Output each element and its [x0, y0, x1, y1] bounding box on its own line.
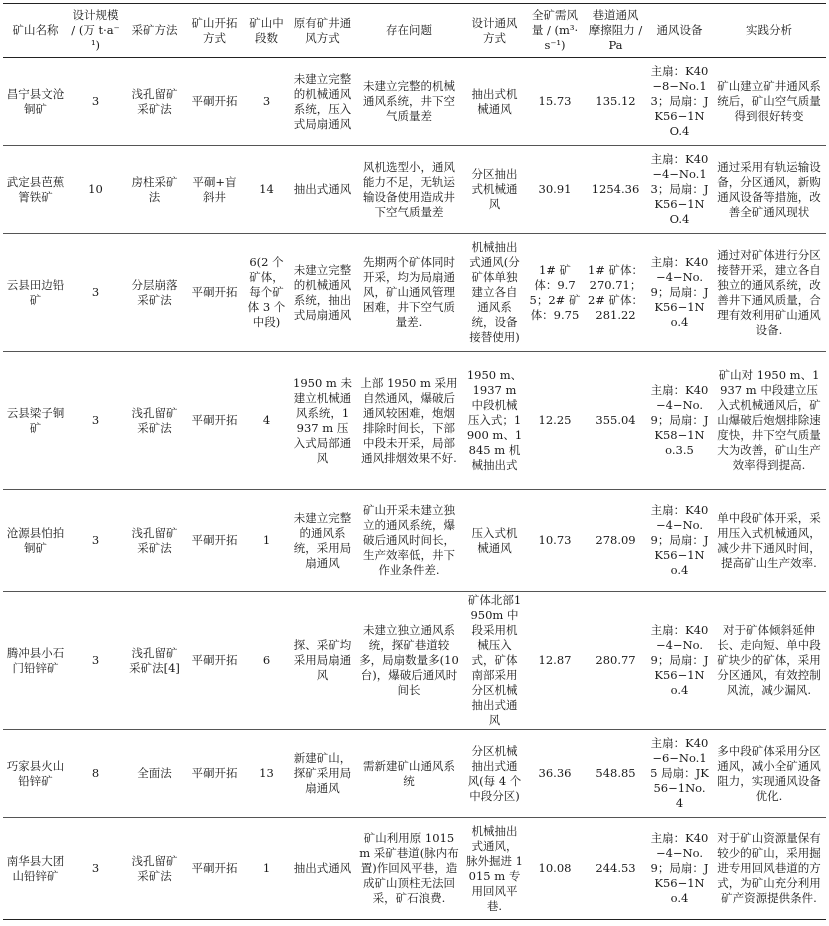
cell-friction-resistance: 244.53 [584, 818, 647, 920]
cell-mining-method: 浅孔留矿采矿法 [123, 58, 186, 146]
cell-air-demand: 15.73 [526, 58, 584, 146]
table-row [3, 818, 826, 920]
cell-level-count: 6(2 个矿体，每个矿体 3 个中段) [243, 234, 290, 352]
cell-air-demand: 10.73 [526, 490, 584, 592]
cell-mining-method: 浅孔留矿采矿法 [123, 818, 186, 920]
cell-ventilation-equipment: 主扇：K40−4−No.13；局扇：JK56−1NO.4 [647, 146, 712, 234]
cell-friction-resistance: 278.09 [584, 490, 647, 592]
cell-level-count: 4 [243, 352, 290, 490]
header-practice-analysis: 实践分析 [712, 4, 826, 58]
table-row [3, 234, 826, 352]
cell-design-ventilation: 分区机械抽出式通风(每 4 个中段分区) [463, 730, 526, 818]
cell-mine-name: 昌宁县文沧铜矿 [3, 58, 68, 146]
cell-friction-resistance: 548.85 [584, 730, 647, 818]
cell-mine-name: 南华县大团山铅锌矿 [3, 818, 68, 920]
cell-air-demand: 10.08 [526, 818, 584, 920]
cell-practice-analysis: 对于矿体倾斜延伸长、走向短、单中段矿块少的矿体，采用分区通风，有效控制风流，减少漏风. [712, 592, 826, 730]
cell-design-ventilation: 机械抽出式通风(分矿体单独建立各自通风系统，设备接替使用) [463, 234, 526, 352]
cell-design-scale: 3 [68, 818, 123, 920]
cell-practice-analysis: 对于矿山资源量保有较少的矿山，采用掘进专用回风巷道的方式，为矿山充分利用矿产资源提供条件. [712, 818, 826, 920]
header-air-demand: 全矿需风量 / (m³·s⁻¹) [526, 4, 584, 58]
header-original-ventilation: 原有矿井通风方式 [290, 4, 355, 58]
cell-existing-problems: 风机选型小，通风能力不足，无轨运输设备使用造成井下空气质量差 [355, 146, 463, 234]
cell-mining-method: 浅孔留矿采矿法 [123, 352, 186, 490]
cell-level-count: 6 [243, 592, 290, 730]
cell-development-method: 平硐开拓 [186, 234, 243, 352]
cell-design-scale: 3 [68, 490, 123, 592]
table-row [3, 730, 826, 818]
cell-existing-problems: 矿山开采未建立独立的通风系统，爆破后通风时间长，生产效率低，井下作业条件差. [355, 490, 463, 592]
cell-ventilation-equipment: 主扇：K40−4−No.9；局扇：JK56−1No.4 [647, 592, 712, 730]
cell-friction-resistance: 355.04 [584, 352, 647, 490]
cell-design-ventilation: 压入式机械通风 [463, 490, 526, 592]
cell-original-ventilation: 未建立完整的通风系统，采用局扇通风 [290, 490, 355, 592]
header-row [3, 4, 826, 58]
cell-mine-name: 武定县芭蕉箐铁矿 [3, 146, 68, 234]
cell-development-method: 平硐开拓 [186, 730, 243, 818]
cell-friction-resistance: 135.12 [584, 58, 647, 146]
header-existing-problems: 存在问题 [355, 4, 463, 58]
cell-existing-problems: 未建立独立通风系统，探矿巷道较多，局扇数量多(10 台)，爆破后通风时间长 [355, 592, 463, 730]
header-mining-method: 采矿方法 [123, 4, 186, 58]
header-level-count: 矿山中段数 [243, 4, 290, 58]
cell-level-count: 3 [243, 58, 290, 146]
cell-design-scale: 10 [68, 146, 123, 234]
cell-practice-analysis: 单中段矿体开采，采用压入式机械通风，减少井下通风时间，提高矿山生产效率. [712, 490, 826, 592]
cell-friction-resistance: 1254.36 [584, 146, 647, 234]
cell-mine-name: 腾冲县小石门铅锌矿 [3, 592, 68, 730]
cell-original-ventilation: 1950 m 未建立机械通风系统，1937 m 压入式局部通风 [290, 352, 355, 490]
mine-ventilation-table [3, 3, 826, 920]
cell-mining-method: 浅孔留矿采矿法[4] [123, 592, 186, 730]
cell-development-method: 平硐开拓 [186, 490, 243, 592]
cell-mine-name: 云县田边铅矿 [3, 234, 68, 352]
cell-air-demand: 30.91 [526, 146, 584, 234]
cell-design-ventilation: 1950 m、1937 m 中段机械压入式；1900 m、1845 m 机械抽出式 [463, 352, 526, 490]
cell-level-count: 1 [243, 818, 290, 920]
cell-original-ventilation: 新建矿山，探矿采用局扇通风 [290, 730, 355, 818]
cell-ventilation-equipment: 主扇：K40−4−No.9；局扇：JK56−1No.4 [647, 818, 712, 920]
cell-mine-name: 云县梁子铜矿 [3, 352, 68, 490]
cell-friction-resistance: 1# 矿体：270.71；2# 矿体：281.22 [584, 234, 647, 352]
cell-mine-name: 巧家县火山铅锌矿 [3, 730, 68, 818]
cell-design-scale: 3 [68, 234, 123, 352]
cell-ventilation-equipment: 主扇：K40−4−No.9；局扇：JK58−1No.3.5 [647, 352, 712, 490]
cell-air-demand: 36.36 [526, 730, 584, 818]
cell-design-scale: 3 [68, 592, 123, 730]
cell-existing-problems: 先期两个矿体同时开采，均为局扇通风，矿山通风管理困难，井下空气质量差. [355, 234, 463, 352]
cell-air-demand: 12.87 [526, 592, 584, 730]
header-design-ventilation: 设计通风方式 [463, 4, 526, 58]
cell-ventilation-equipment: 主扇：K40−4−No.9；局扇：JK56−1No.4 [647, 234, 712, 352]
cell-level-count: 13 [243, 730, 290, 818]
cell-development-method: 平硐开拓 [186, 58, 243, 146]
cell-air-demand: 12.25 [526, 352, 584, 490]
table-row [3, 146, 826, 234]
header-friction-resistance: 巷道通风摩擦阻力 /Pa [584, 4, 647, 58]
cell-ventilation-equipment: 主扇：K40−6−No.15 局扇：JK56−1No.4 [647, 730, 712, 818]
cell-mining-method: 分层崩落采矿法 [123, 234, 186, 352]
cell-existing-problems: 上部 1950 m 采用自然通风，爆破后通风较困难，炮烟排除时间长，下部中段未开采，局部通风排烟效果不好. [355, 352, 463, 490]
cell-design-ventilation: 矿体北部1950m 中段采用机械压入式，矿体南部采用分区机械抽出式通风 [463, 592, 526, 730]
cell-practice-analysis: 通过对矿体进行分区接替开采，建立各自独立的通风系统，改善井下通风质量，合理有效利用矿山通风设备. [712, 234, 826, 352]
header-ventilation-equipment: 通风设备 [647, 4, 712, 58]
table-row [3, 592, 826, 730]
cell-existing-problems: 未建立完整的机械通风系统，井下空气质量差 [355, 58, 463, 146]
cell-design-ventilation: 抽出式机械通风 [463, 58, 526, 146]
cell-mining-method: 全面法 [123, 730, 186, 818]
cell-development-method: 平硐开拓 [186, 352, 243, 490]
cell-ventilation-equipment: 主扇：K40−4−No.9；局扇：JK56−1No.4 [647, 490, 712, 592]
cell-practice-analysis: 通过采用有轨运输设备，分区通风，新购通风设备等措施，改善全矿通风现状 [712, 146, 826, 234]
header-design-scale: 设计规模 / (万 t·a⁻¹) [68, 4, 123, 58]
cell-development-method: 平硐+盲斜井 [186, 146, 243, 234]
cell-mining-method: 浅孔留矿采矿法 [123, 490, 186, 592]
cell-practice-analysis: 矿山建立矿井通风系统后，矿山空气质量得到很好转变 [712, 58, 826, 146]
cell-ventilation-equipment: 主扇：K40−8−No.13；局扇：JK56−1NO.4 [647, 58, 712, 146]
table-row [3, 490, 826, 592]
cell-level-count: 14 [243, 146, 290, 234]
cell-friction-resistance: 280.77 [584, 592, 647, 730]
table-row [3, 58, 826, 146]
header-mine-name: 矿山名称 [3, 4, 68, 58]
cell-original-ventilation: 抽出式通风 [290, 818, 355, 920]
cell-design-scale: 3 [68, 352, 123, 490]
cell-practice-analysis: 矿山对 1950 m、1937 m 中段建立压入式机械通风后，矿山爆破后炮烟排除速度快，井下空气质量大为改善，矿山生产效率得到提高. [712, 352, 826, 490]
cell-design-scale: 3 [68, 58, 123, 146]
cell-mine-name: 沧源县怕拍铜矿 [3, 490, 68, 592]
cell-air-demand: 1# 矿体：9.75；2# 矿体：9.75 [526, 234, 584, 352]
cell-original-ventilation: 未建立完整的机械通风系统，压入式局扇通风 [290, 58, 355, 146]
cell-original-ventilation: 抽出式通风 [290, 146, 355, 234]
cell-original-ventilation: 探、采矿均采用局扇通风 [290, 592, 355, 730]
cell-mining-method: 房柱采矿法 [123, 146, 186, 234]
cell-design-scale: 8 [68, 730, 123, 818]
cell-design-ventilation: 分区抽出式机械通风 [463, 146, 526, 234]
cell-development-method: 平硐开拓 [186, 818, 243, 920]
cell-original-ventilation: 未建立完整的机械通风系统，抽出式局扇通风 [290, 234, 355, 352]
cell-development-method: 平硐开拓 [186, 592, 243, 730]
cell-design-ventilation: 机械抽出式通风，脉外掘进 1015 m 专用回风平巷. [463, 818, 526, 920]
cell-practice-analysis: 多中段矿体采用分区通风，减小全矿通风阻力，实现通风设备优化. [712, 730, 826, 818]
cell-existing-problems: 矿山利用原 1015 m 采矿巷道(脉内布置)作回风平巷，造成矿山顶柱无法回采，矿石浪费. [355, 818, 463, 920]
cell-level-count: 1 [243, 490, 290, 592]
cell-existing-problems: 需新建矿山通风系统 [355, 730, 463, 818]
header-development-method: 矿山开拓方式 [186, 4, 243, 58]
table-row [3, 352, 826, 490]
